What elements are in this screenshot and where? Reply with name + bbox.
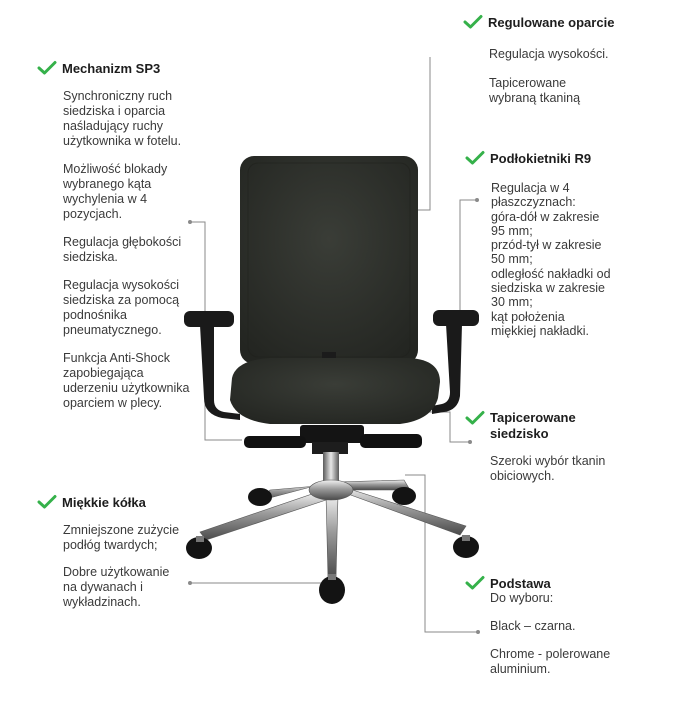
text-line: siedziska za pomocą [63, 293, 180, 307]
seat-text [490, 454, 605, 484]
chair-backrest [240, 156, 418, 364]
base-heading [465, 575, 551, 591]
text-line: 30 mm; [491, 295, 533, 310]
text-line: Tapicerowane [489, 76, 567, 90]
text-line: oparciem w plecy. [63, 396, 163, 410]
text-line: Do wyboru: [490, 591, 554, 605]
text-line: Regulacja wysokości [63, 278, 180, 292]
mechanism-text [63, 89, 189, 411]
text-line: pneumatycznego. [63, 323, 162, 337]
text-line: 50 mm; [491, 252, 533, 267]
text-line: na dywanach i [63, 580, 143, 594]
check-icon [37, 494, 57, 510]
check-icon [465, 575, 485, 591]
chair-seat [230, 358, 440, 424]
text-line: naśladujący ruchy [63, 119, 164, 133]
armrests-text [491, 181, 611, 338]
backrest-title: Regulowane oparcie [488, 14, 615, 30]
section-seat [465, 410, 576, 442]
seat-heading [465, 410, 576, 442]
section-armrests [465, 150, 591, 166]
text-line: przód-tył w zakresie [491, 238, 602, 253]
text-line: Synchroniczny ruch [63, 89, 173, 103]
text-line: Regulacja głębokości [63, 235, 182, 249]
check-icon [465, 410, 485, 426]
section-backrest [463, 14, 614, 30]
text-line: Zmniejszone zużycie [63, 523, 180, 537]
text-line: Regulacja w 4 [491, 181, 570, 195]
text-line: wybranego kąta [63, 177, 152, 191]
text-line: wychylenia w 4 [63, 192, 148, 206]
section-base [465, 575, 551, 591]
text-line: płaszczyznach: [491, 195, 576, 210]
seat-title: siedzisko [490, 426, 549, 441]
section-wheels [37, 494, 146, 510]
section-mechanism [37, 60, 160, 76]
text-line: kąt położenia [491, 309, 565, 324]
chair-mechanism [244, 425, 422, 454]
text-line: Szeroki wybór tkanin [490, 454, 606, 468]
text-line: uderzeniu użytkownika [63, 381, 190, 395]
text-line: Regulacja wysokości. [489, 47, 609, 61]
check-icon [463, 14, 483, 30]
seat-title: Tapicerowane [490, 410, 576, 425]
text-line: Funkcja Anti-Shock [63, 351, 170, 365]
text-line: 95 mm; [491, 223, 533, 238]
text-line: Chrome - polerowane [490, 647, 611, 661]
armrests-heading [465, 150, 591, 166]
text-line: odległość nakładki od [491, 266, 611, 281]
check-icon [465, 150, 485, 166]
text-line: miękkiej nakładki. [491, 323, 589, 338]
text-line: góra-dół w zakresie [491, 209, 600, 224]
chair-base [200, 480, 466, 578]
text-line: podłóg twardych; [63, 538, 158, 552]
text-line: siedziska i oparcia [63, 104, 166, 118]
text-line: wybraną tkaniną [489, 91, 581, 105]
backrest-heading [463, 14, 614, 30]
base-title: Podstawa [490, 575, 551, 591]
text-line: Dobre użytkowanie [63, 565, 170, 579]
text-line: Możliwość blokady [63, 162, 168, 176]
text-line: aluminium. [490, 662, 551, 676]
text-line: zapobiegająca [63, 366, 144, 380]
backrest-text [489, 47, 609, 106]
text-line: obiciowych. [490, 469, 555, 483]
text-line: siedziska. [63, 250, 118, 264]
wheels-heading [37, 494, 146, 510]
mechanism-heading [37, 60, 160, 76]
text-line: użytkownika w fotelu. [63, 134, 182, 148]
text-line: siedziska w zakresie [491, 281, 605, 296]
check-icon [37, 60, 57, 76]
mechanism-title: Mechanizm SP3 [62, 60, 161, 76]
base-text [490, 591, 610, 677]
wheels-title: Miękkie kółka [62, 494, 146, 510]
armrests-title: Podłokietniki R9 [490, 150, 592, 166]
text-line: pozycjach. [63, 207, 123, 221]
text-line: podnośnika [63, 308, 127, 322]
wheels-text [63, 523, 179, 610]
right-armrest [432, 310, 479, 414]
text-line: Black – czarna. [490, 619, 576, 633]
text-line: wykładzinach. [63, 595, 141, 609]
